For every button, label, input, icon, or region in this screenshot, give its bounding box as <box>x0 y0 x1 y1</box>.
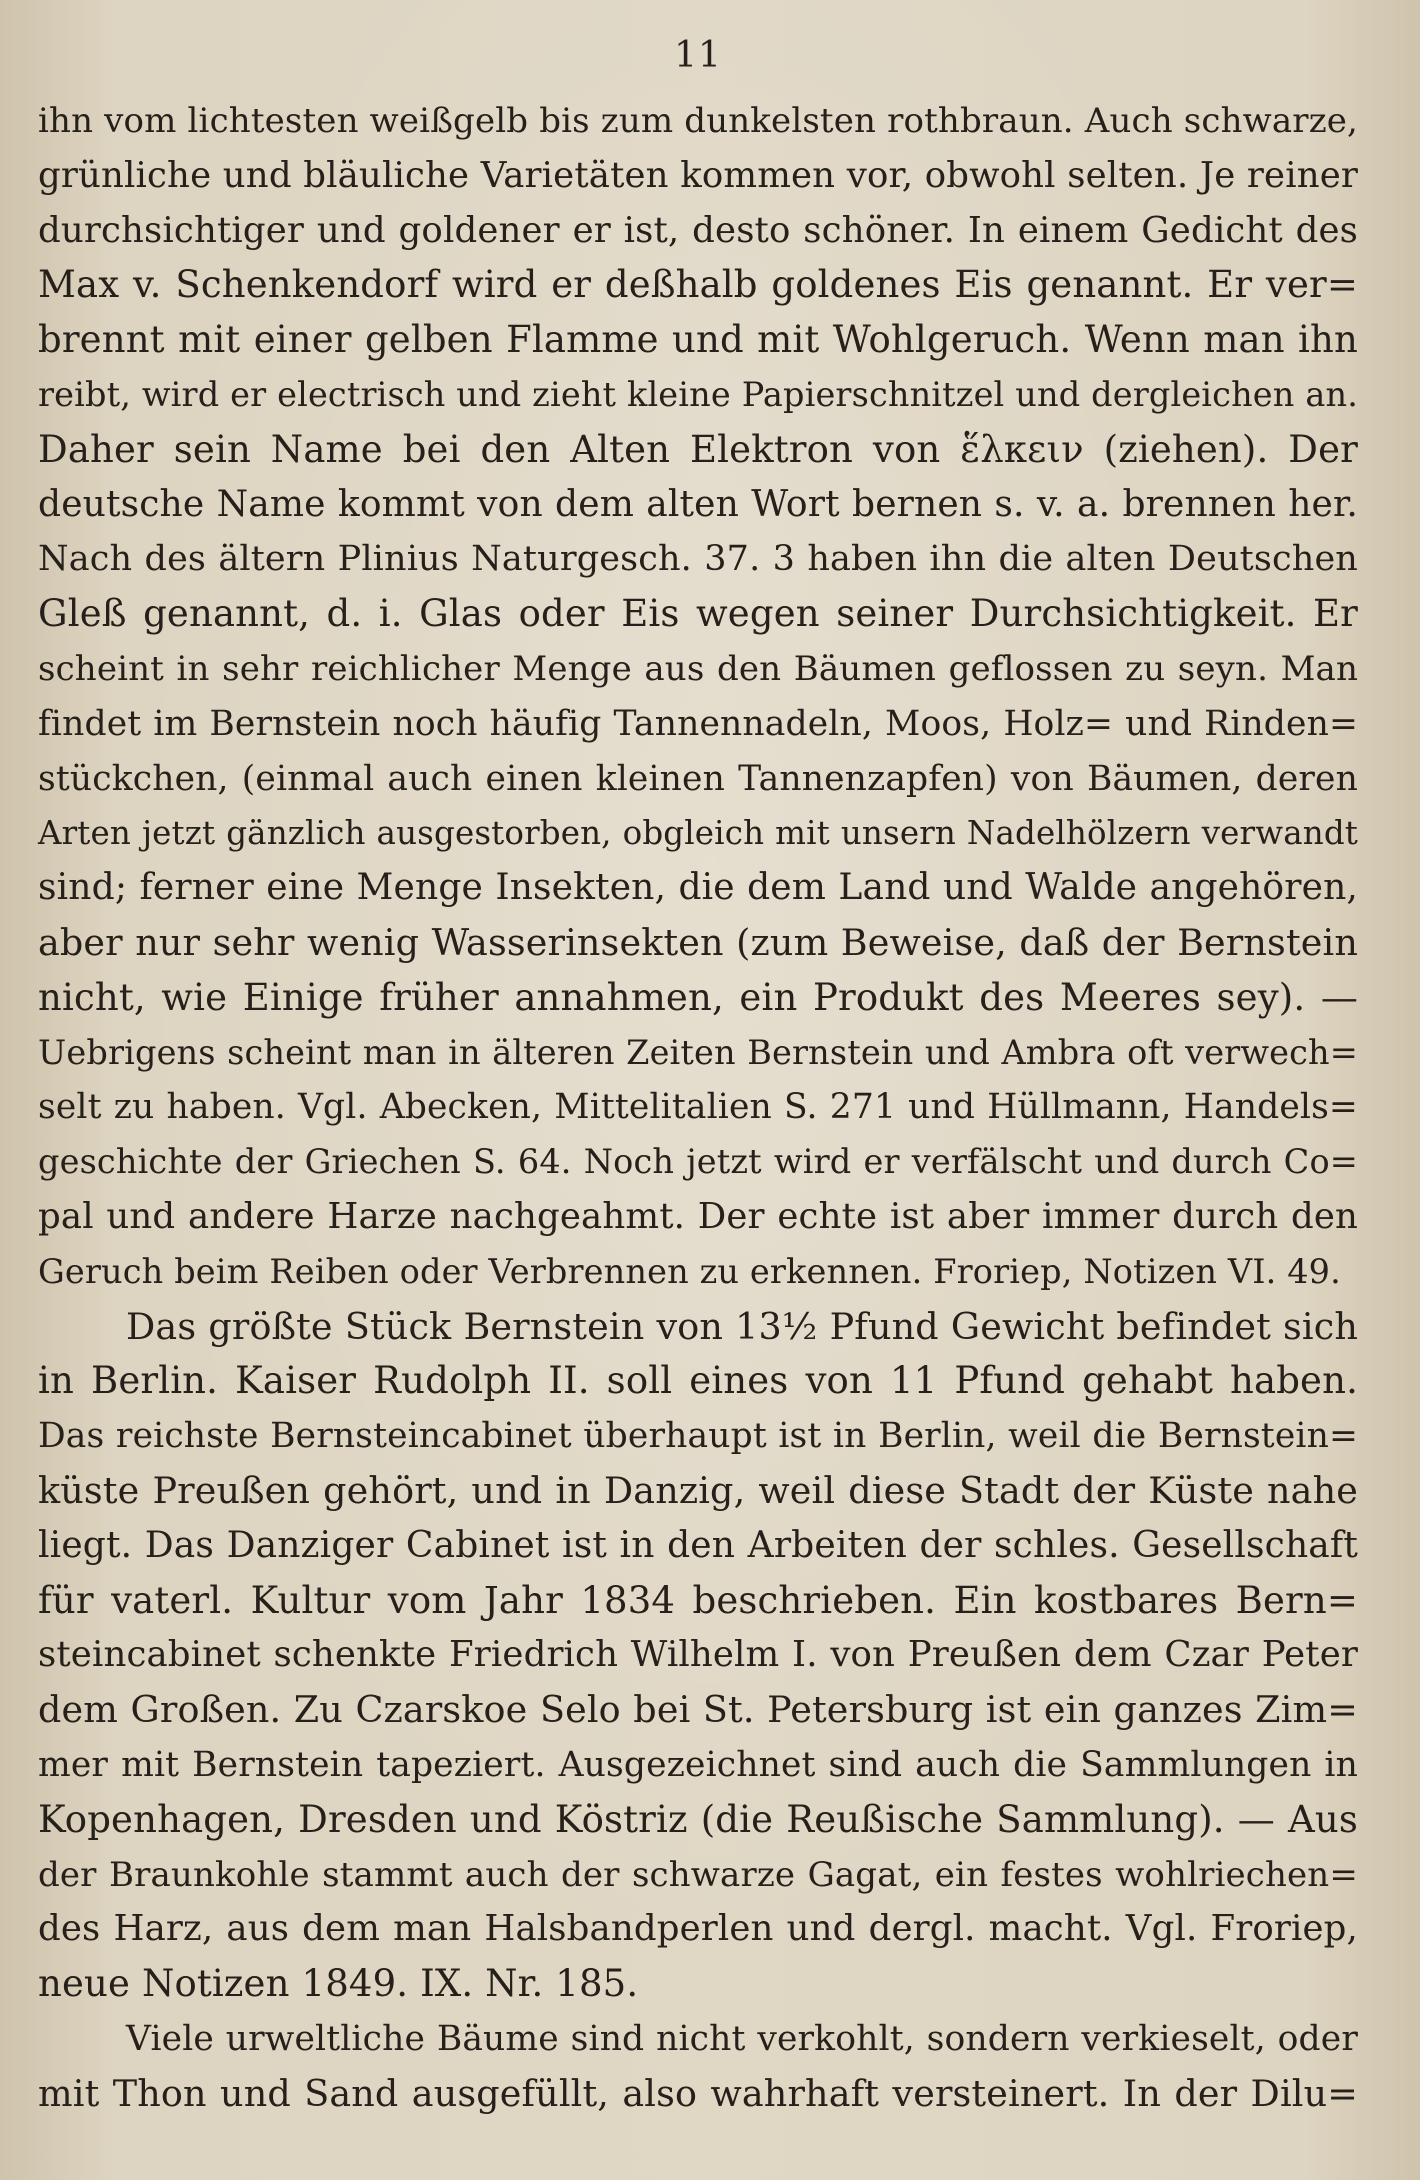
text-line: selt zu haben. Vgl. Abecken, Mittelitalien S. 271 und Hüllmann, Handels= <box>38 1087 1358 1128</box>
text-line: nicht, wie Einige früher annahmen, ein Produkt des Meeres sey). — <box>38 975 1358 1019</box>
text-line: brennt mit einer gelben Flamme und mit Wohlgeruch. Wenn man ihn <box>38 318 1358 362</box>
text-line: Kopenhagen, Dresden und Köstriz (die Reußische Sammlung). — Aus <box>38 1797 1358 1841</box>
text-line: neue Notizen 1849. IX. Nr. 185. <box>38 1962 639 2006</box>
text-line: dem Großen. Zu Czarskoe Selo bei St. Petersburg ist ein ganzes Zim= <box>38 1688 1358 1732</box>
text-line: steincabinet schenkte Friedrich Wilhelm I. von Preußen dem Czar Peter <box>38 1634 1358 1676</box>
text-line: Das reichste Bernsteincabinet überhaupt ist in Berlin, weil die Bernstein= <box>38 1416 1358 1457</box>
text-line: scheint in sehr reichlicher Menge aus den Bäumen geflossen zu seyn. Man <box>38 648 1358 689</box>
text-line: Daher sein Name bei den Alten Elektron von ἕλκειν (ziehen). Der <box>38 427 1358 471</box>
text-line: Das größte Stück Bernstein von 13½ Pfund Gewicht befindet sich <box>126 1304 1358 1348</box>
text-line: mit Thon und Sand ausgefüllt, also wahrhaft versteinert. In der Dilu= <box>38 2071 1358 2115</box>
text-line: des Harz, aus dem man Halsbandperlen und dergl. macht. Vgl. Froriep, <box>38 1908 1358 1950</box>
text-line: aber nur sehr wenig Wasserinsekten (zum Beweise, daß der Bernstein <box>38 920 1358 964</box>
text-line: der Braunkohle stammt auch der schwarze Gagat, ein festes wohlriechen= <box>38 1854 1358 1895</box>
text-line: geschichte der Griechen S. 64. Noch jetzt wird er verfälscht und durch Co= <box>38 1142 1358 1182</box>
text-line: mer mit Bernstein tapeziert. Ausgezeichnet sind auch die Sammlungen in <box>38 1744 1358 1785</box>
text-line: Max v. Schenkendorf wird er deßhalb goldenes Eis genannt. Er ver= <box>38 263 1358 307</box>
text-line: Viele urweltliche Bäume sind nicht verkohlt, sondern verkieselt, oder <box>126 2018 1358 2059</box>
text-line: küste Preußen gehört, und in Danzig, weil diese Stadt der Küste nahe <box>38 1468 1358 1512</box>
text-line: durchsichtiger und goldener er ist, desto schöner. In einem Gedicht des <box>38 209 1358 251</box>
text-line: sind; ferner eine Menge Insekten, die dem Land und Walde angehören, <box>38 867 1358 909</box>
paragraph-1 <box>38 94 1358 1300</box>
text-line: grünliche und bläuliche Varietäten kommen vor, obwohl selten. Je reiner <box>38 154 1358 196</box>
text-line: Arten jetzt gänzlich ausgestorben, obgleich mit unsern Nadelhölzern verwandt <box>38 814 1358 853</box>
text-line: reibt, wird er electrisch und zieht kleine Papierschnitzel und dergleichen an. <box>38 374 1358 414</box>
text-line: Uebrigens scheint man in älteren Zeiten Bernstein und Ambra oft verwech= <box>38 1032 1358 1072</box>
text-line: in Berlin. Kaiser Rudolph II. soll eines von 11 Pfund gehabt haben. <box>38 1359 1358 1403</box>
text-line: für vaterl. Kultur vom Jahr 1834 beschrieben. Ein kostbares Bern= <box>38 1578 1358 1622</box>
text-line: Geruch beim Reiben oder Verbrennen zu erkennen. Froriep, Notizen VI. 49. <box>38 1251 1341 1291</box>
text-line: liegt. Das Danziger Cabinet ist in den Arbeiten der schles. Gesellschaft <box>38 1524 1358 1566</box>
page-number: 11 <box>674 35 722 76</box>
text-line: Gleß genannt, d. i. Glas oder Eis wegen seiner Durchsichtigkeit. Er <box>38 592 1358 636</box>
body-text <box>38 94 1358 2121</box>
text-line: ihn vom lichtesten weißgelb bis zum dunkelsten rothbraun. Auch schwarze, <box>38 101 1358 141</box>
paragraph-2 <box>38 1300 1358 2012</box>
text-line: findet im Bernstein noch häufig Tannennadeln, Moos, Holz= und Rinden= <box>38 703 1358 744</box>
paragraph-3 <box>38 2012 1358 2122</box>
text-line: pal und andere Harze nachgeahmt. Der echte ist aber immer durch den <box>38 1195 1358 1237</box>
text-line: deutsche Name kommt von dem alten Wort bernen s. v. a. brennen her. <box>38 483 1358 525</box>
text-line: stückchen, (einmal auch einen kleinen Tannenzapfen) von Bäumen, deren <box>38 758 1358 799</box>
text-line: Nach des ältern Plinius Naturgesch. 37. 3 haben ihn die alten Deutschen <box>38 539 1358 580</box>
